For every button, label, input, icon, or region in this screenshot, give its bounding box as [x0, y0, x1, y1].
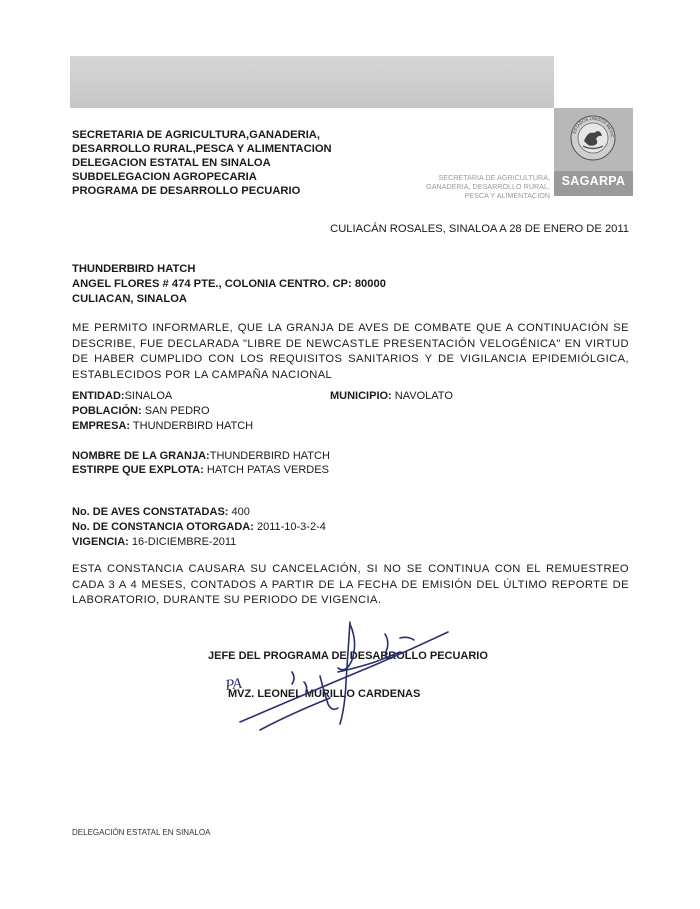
field-label: No. DE CONSTANCIA OTORGADA:	[72, 521, 254, 533]
institution-line: DESARROLLO RURAL,PESCA Y ALIMENTACION	[72, 143, 332, 155]
footer-text: DELEGACIÓN ESTATAL EN SINALOA	[72, 828, 211, 837]
field-aves	[72, 506, 250, 518]
field-value: 2011-10-3-2-4	[256, 521, 326, 533]
header-band	[70, 56, 554, 108]
institution-line: DELEGACION ESTATAL EN SINALOA	[72, 157, 271, 169]
field-value: HATCH PATAS VERDES	[206, 464, 329, 476]
field-value: THUNDERBIRD HATCH	[209, 450, 330, 462]
field-granja	[72, 450, 330, 462]
field-label: NOMBRE DE LA GRANJA:	[72, 450, 210, 462]
addressee-line: ANGEL FLORES # 474 PTE., COLONIA CENTRO. CP: 80000	[72, 278, 386, 290]
field-value: 400	[231, 506, 250, 518]
field-label: VIGENCIA:	[72, 536, 129, 548]
field-poblacion	[72, 405, 210, 417]
addressee-line: THUNDERBIRD HATCH	[72, 263, 196, 275]
logo-upper-panel	[554, 108, 633, 171]
addressee-block	[72, 262, 386, 307]
field-value: 16-DICIEMBRE-2011	[131, 536, 237, 548]
field-empresa	[72, 420, 253, 432]
field-label: No. DE AVES CONSTATADAS:	[72, 506, 229, 518]
signatory-title: JEFE DEL PROGRAMA DE DESARROLLO PECUARIO	[208, 650, 488, 662]
field-municipio	[330, 390, 453, 402]
field-constancia	[72, 521, 326, 533]
logo-description	[424, 173, 550, 200]
cancellation-paragraph: ESTA CONSTANCIA CAUSARA SU CANCELACIÓN, SI NO SE CONTINUA CON EL REMUESTREO CADA 3 A 4 MESES, CONTADOS A PARTIR DE LA FECHA DE EMISIÓN DEL ÚLTIMO REPORTE DE LABORATORIO, DURANTE SU PERIODO DE VIGENCIA.	[72, 563, 629, 606]
date-line: CULIACÁN ROSALES, SINALOA A 28 DE ENERO DE 2011	[330, 223, 629, 235]
field-value: SAN PEDRO	[144, 405, 210, 417]
logo-desc-line: SECRETARIA DE AGRICULTURA,	[438, 173, 550, 182]
logo-desc-line: PESCA Y ALIMENTACION	[464, 191, 550, 200]
logo-desc-line: GANADERIA, DESARROLLO RURAL,	[426, 182, 550, 191]
field-value: NAVOLATO	[394, 390, 453, 402]
sagarpa-logo	[554, 108, 633, 196]
seal-text: ESTADOS UNIDOS MEXIC	[571, 115, 616, 138]
addressee-line: CULIACAN, SINALOA	[72, 293, 187, 305]
logo-brand-text: SAGARPA	[561, 174, 626, 188]
field-estirpe	[72, 464, 329, 476]
field-value: SINALOA	[124, 390, 173, 402]
handwritten-signature	[200, 612, 460, 742]
institution-line: PROGRAMA DE DESARROLLO PECUARIO	[72, 185, 301, 197]
field-label: POBLACIÓN:	[72, 405, 142, 417]
field-vigencia	[72, 536, 236, 548]
field-label: ESTIRPE QUE EXPLOTA:	[72, 464, 204, 476]
mexican-seal-icon	[569, 114, 617, 162]
institution-line: SUBDELEGACION AGROPECARIA	[72, 171, 257, 183]
signatory-name: MVZ. LEONEL MURILLO CARDENAS	[228, 688, 421, 700]
field-label: ENTIDAD:	[72, 390, 125, 402]
intro-paragraph: ME PERMITO INFORMARLE, QUE LA GRANJA DE AVES DE COMBATE QUE A CONTINUACIÓN SE DESCRIBE, FUE DECLARADA "LIBRE DE NEWCASTLE PRESENTACIÓN VELOGÉNICA" EN VIRTUD DE HABER CUMPLIDO CON LOS REQUISITOS SANITARIOS Y DE VIGILANCIA EPIDEMIÓLGICA, ESTABLECIDOS POR LA CAMPAÑA NACIONAL	[72, 322, 629, 381]
field-entidad	[72, 390, 172, 402]
field-label: EMPRESA:	[72, 420, 131, 432]
institution-block	[72, 128, 332, 198]
signature-initials: PA	[224, 675, 243, 694]
field-label: MUNICIPIO:	[330, 390, 392, 402]
institution-line: SECRETARIA DE AGRICULTURA,GANADERIA,	[72, 129, 320, 141]
field-value: THUNDERBIRD HATCH	[132, 420, 254, 432]
